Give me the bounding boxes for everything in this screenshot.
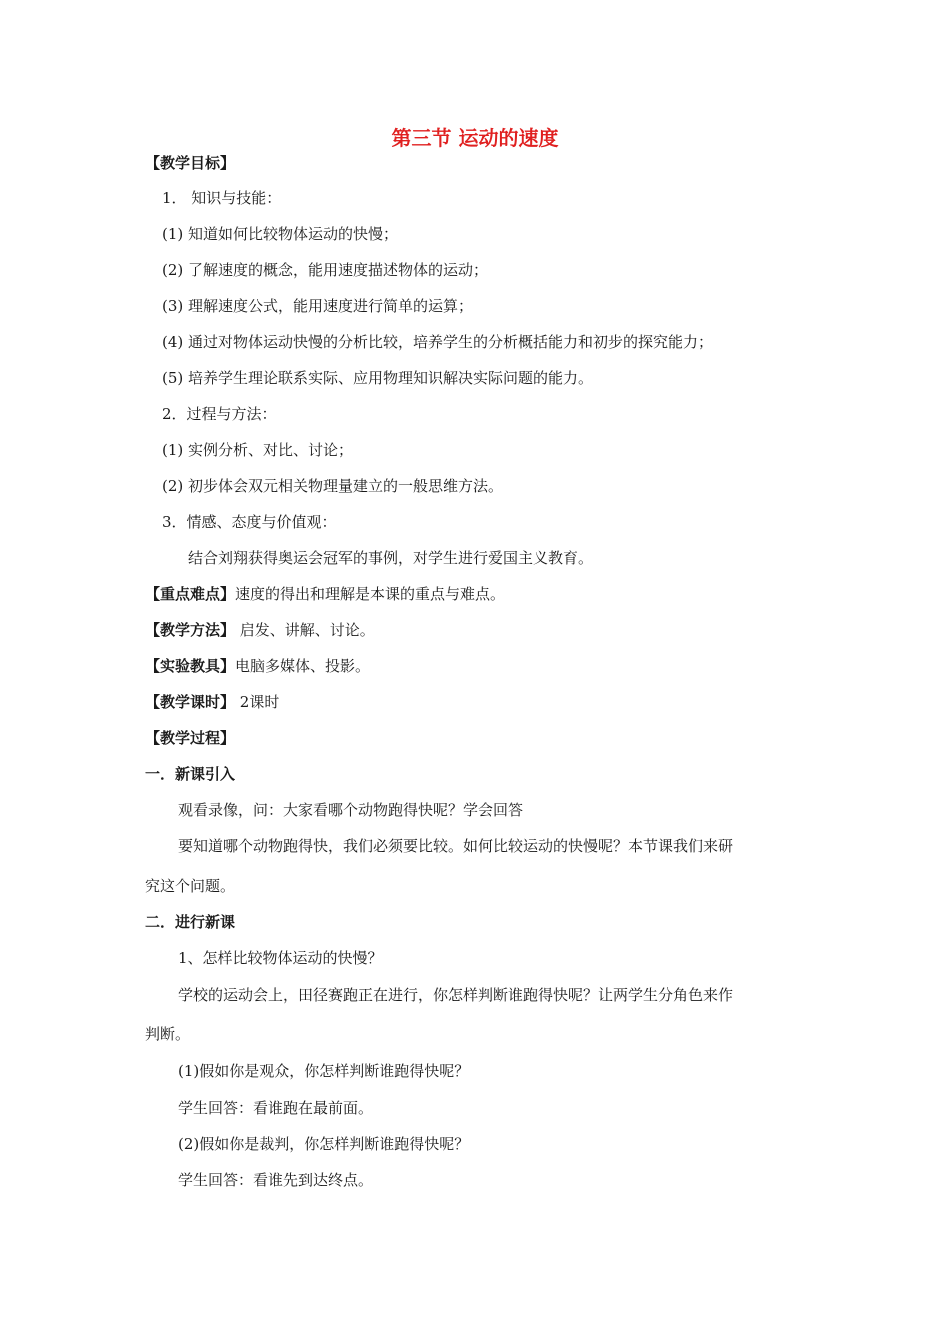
bold-label: 一．新课引入 xyxy=(145,765,236,783)
text-line: (1) 知道如何比较物体运动的快慢； xyxy=(162,225,399,243)
text-line: 2．过程与方法： xyxy=(162,405,277,423)
text-line: (2)假如你是裁判，你怎样判断谁跑得快呢？ xyxy=(178,1135,470,1153)
text-line: 要知道哪个动物跑得快，我们必须要比较。如何比较运动的快慢呢？本节课我们来研 xyxy=(178,837,734,855)
section-methods xyxy=(145,620,375,640)
text-line: (1)假如你是观众，你怎样判断谁跑得快呢？ xyxy=(178,1062,470,1080)
section-class-hours xyxy=(145,692,279,712)
text-line: 3．情感、态度与价值观： xyxy=(162,513,337,531)
bold-label: 【教学过程】 xyxy=(145,729,236,747)
bold-label: 【实验教具】 xyxy=(145,657,236,675)
text-line: (4) 通过对物体运动快慢的分析比较，培养学生的分析概括能力和初步的探究能力； xyxy=(162,333,714,351)
text-line: 学生回答：看谁先到达终点。 xyxy=(178,1171,374,1189)
bold-label: 【教学课时】 xyxy=(145,693,236,711)
line-text: 速度的得出和理解是本课的重点与难点。 xyxy=(235,585,506,603)
line-text: 2课时 xyxy=(235,693,280,711)
text-line: 学生回答：看谁跑在最前面。 xyxy=(178,1099,374,1117)
section-new-lesson xyxy=(145,912,235,932)
text-line: 1． 知识与技能： xyxy=(162,189,282,207)
text-line: 判断。 xyxy=(145,1025,191,1043)
bold-label: 二．进行新课 xyxy=(145,913,236,931)
text-line: 观看录像，问：大家看哪个动物跑得快呢？学会回答 xyxy=(178,801,524,819)
section-heading-objectives xyxy=(145,153,235,173)
bold-label: 【教学方法】 xyxy=(145,621,236,639)
text-line: 1、怎样比较物体运动的快慢？ xyxy=(178,949,383,967)
bold-label: 【重点难点】 xyxy=(145,585,236,603)
section-intro xyxy=(145,764,235,784)
text-line: (2) 了解速度的概念，能用速度描述物体的运动； xyxy=(162,261,489,279)
bold-label: 【教学目标】 xyxy=(145,154,236,172)
text-line: 究这个问题。 xyxy=(145,877,236,895)
section-process xyxy=(145,728,235,748)
text-line: (5) 培养学生理论联系实际、应用物理知识解决实际问题的能力。 xyxy=(162,369,594,387)
line-text: 启发、讲解、讨论。 xyxy=(235,621,375,639)
section-key-points xyxy=(145,584,505,604)
page-title: 第三节 运动的速度 xyxy=(391,126,559,150)
text-line: (2) 初步体会双元相关物理量建立的一般思维方法。 xyxy=(162,477,504,495)
section-equipment xyxy=(145,656,370,676)
text-line: 学校的运动会上，田径赛跑正在进行，你怎样判断谁跑得快呢？让两学生分角色来作 xyxy=(178,986,734,1004)
line-text: 电脑多媒体、投影。 xyxy=(235,657,371,675)
text-line: (1) 实例分析、对比、讨论； xyxy=(162,441,354,459)
text-line: 结合刘翔获得奥运会冠军的事例，对学生进行爱国主义教育。 xyxy=(188,549,594,567)
text-line: (3) 理解速度公式，能用速度进行简单的运算； xyxy=(162,297,474,315)
